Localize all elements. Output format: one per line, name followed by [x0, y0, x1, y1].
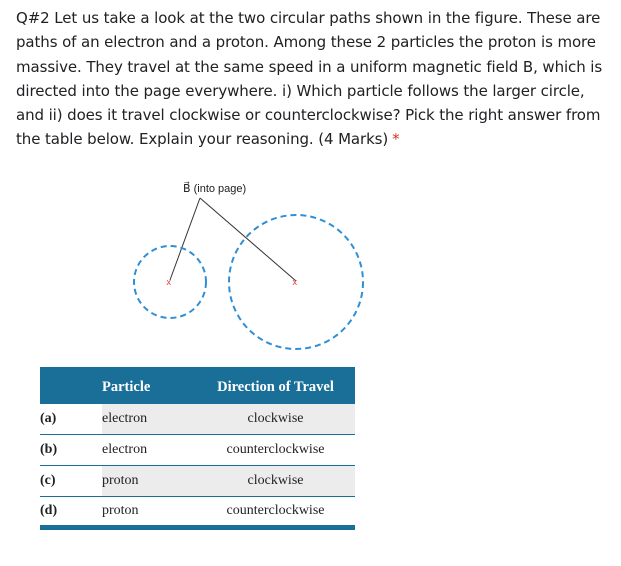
option-label: (c) [40, 466, 102, 497]
question-text [16, 6, 611, 152]
table-row [40, 435, 355, 466]
option-particle: proton [102, 497, 196, 528]
option-direction: clockwise [196, 404, 355, 435]
option-particle: proton [102, 466, 196, 497]
small-circle-center-marker: x [166, 277, 171, 287]
question-body: Q#2 Let us take a look at the two circular paths shown in the figure. These are paths of an electron and a proton. Among these 2 particles the proton is more massive. They travel at the same speed in a uniform magnetic field B, which is directed into the page everywhere. i) Which particle follows the larger circle, and ii) does it travel clockwise or counterclockwise? Pick the right answer from the table below. Explain your reasoning. (4 Marks) [16, 9, 603, 149]
pointer-line-small [170, 198, 200, 280]
large-circle-center-marker: x [292, 277, 297, 287]
magnetic-field-figure [0, 170, 621, 360]
required-asterisk: * [392, 130, 400, 149]
option-label: (a) [40, 404, 102, 435]
table-header-row [40, 370, 355, 404]
header-direction: Direction of Travel [196, 370, 355, 404]
option-direction: clockwise [196, 466, 355, 497]
field-label: B⃗ (into page) [183, 183, 247, 195]
option-direction: counterclockwise [196, 497, 355, 528]
option-particle: electron [102, 404, 196, 435]
option-label: (d) [40, 497, 102, 528]
option-label: (b) [40, 435, 102, 466]
option-direction: counterclockwise [196, 435, 355, 466]
table-row [40, 404, 355, 435]
header-particle: Particle [102, 370, 196, 404]
table-row [40, 466, 355, 497]
table-row [40, 497, 355, 528]
option-particle: electron [102, 435, 196, 466]
pointer-line-large [200, 198, 296, 281]
header-label [40, 370, 102, 404]
answer-table [40, 367, 355, 530]
